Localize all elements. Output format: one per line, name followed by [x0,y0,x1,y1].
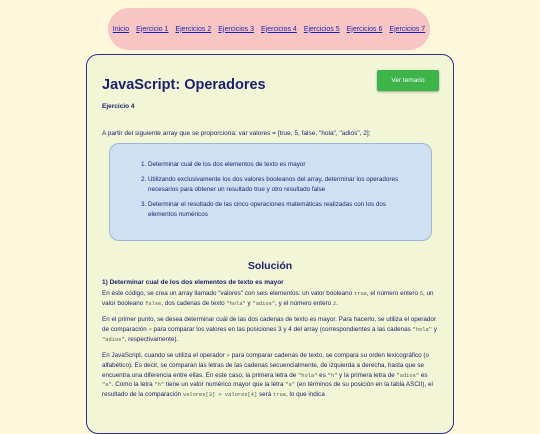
code-h: "h" [154,382,165,389]
task-list [110,144,431,219]
code-comparison: valores[3] > valores[4] [182,392,258,398]
task-item-1: 1. Determinar cual de los dos elementos de texto es mayor [148,160,411,169]
solution-paragraph-1: En éste código, se crea un array llamado "valores" con seis elementos: un valor booleano true, el número entero 5, un valor booleano false, dos cadenas de texto "hola" y "adios", y el número entero 2. [102,290,434,307]
code-false: false [145,300,162,307]
nav-link-inicio[interactable]: Inicio [112,25,130,33]
task-list-box [109,143,432,241]
page-title: JavaScript: Operadores [102,77,266,93]
code-adios: "adios" [396,372,420,379]
main-nav [108,8,430,50]
task-item-2: 2. Utilizando exclusivamente los dos valores booleanos del array, determinar los operadores necesarios para obtener un resultado true y otro resultado false [148,175,411,194]
nav-link-ejercicio-1[interactable]: Ejercicio 1 [136,25,169,33]
code-h: "h" [327,372,338,379]
nav-link-ejercicios-6[interactable]: Ejercicios 6 [346,25,383,33]
code-gt: > [226,353,230,359]
nav-link-ejercicios-5[interactable]: Ejercicios 5 [303,25,340,33]
code-5: 5 [419,291,424,297]
code-hola: "hola" [226,300,246,307]
task-item-3: 3. Determinar el resultado de las cinco operaciones matemáticas realizadas con los dos elementos numéricos [148,200,411,219]
code-a: "a" [285,382,295,389]
code-true: true [353,291,367,297]
content-card [86,54,454,434]
intro-text: A partir del siguiente array que se proporciona: var valores = [true, 5, false, "hola", "adios", 2]; [102,130,371,137]
code-adios: "adios" [252,300,276,307]
code-a: "a" [102,382,112,389]
code-adios: "adios" [102,336,125,343]
nav-link-ejercicios-2[interactable]: Ejercicios 2 [175,25,212,33]
nav-link-ejercicios-3[interactable]: Ejercicios 3 [218,25,255,33]
solution-paragraph-2: En el primer punto, se desea determinar cuál de las dos cadenas de texto es mayor. Para hacerlo, se utiliza el operador de comparación > para comparar los valores en las posiciones 3 y 4 del array (correspondientes a las cadenas "hola" y "adios", respectivamente). [102,316,437,343]
code-true: true [273,392,286,398]
code-hola: "hola" [412,326,432,333]
solution-title: Solución [247,259,293,272]
solution-paragraph-3: En JavaScript, cuando se utiliza el operador > para comparar cadenas de texto, se compara su orden lexicográfico (o alfabético). Es decir, se comparan las letras de las cadenas secuencialmente, de izquierda a derecha, hasta que se encuentra una diferencia entre ellas. En este caso, la primera letra de "hola" es "h" y la primera letra de "adios" es "a". Como la letra "h" tiene un valor numérico mayor que la letra "a" (en términos de su posición en la tabla ASCII), el resultado de la comparación valores[3] > valores[4] será true, lo que indica [102,352,433,398]
section-1-heading: 1) Determinar cual de los dos elementos de texto es mayor [102,278,284,286]
view-syllabus-button[interactable]: Ver temario [377,70,439,91]
code-hola: "hola" [298,372,318,379]
exercise-subtitle: Ejercicio 4 [102,103,135,110]
code-2: 2 [332,300,337,307]
code-gt: > [148,326,152,333]
nav-link-ejercicios-7[interactable]: Ejercicios 7 [389,25,426,33]
nav-link-ejercicios-4[interactable]: Ejercicios 4 [261,25,297,33]
